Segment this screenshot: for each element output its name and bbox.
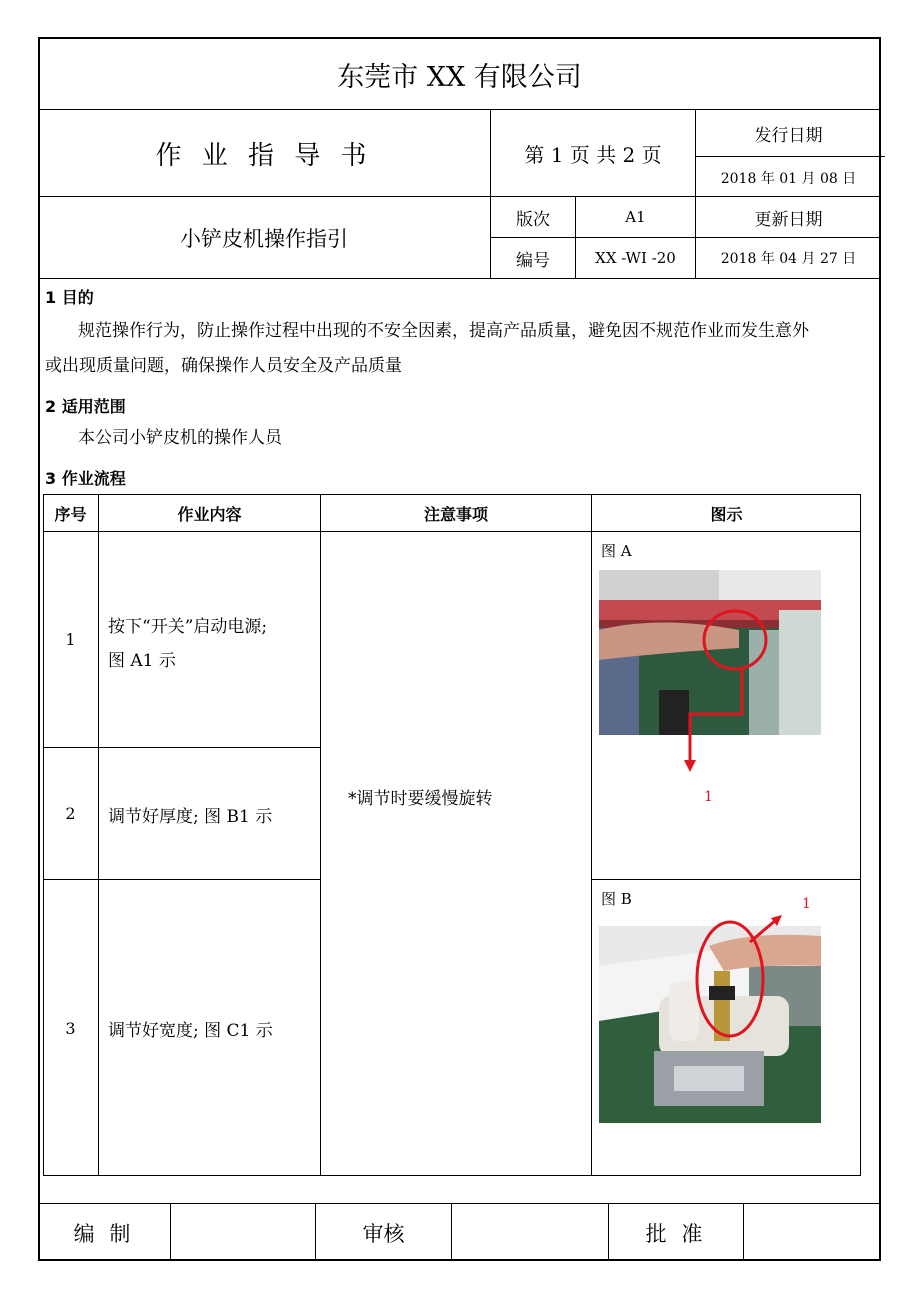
company-name: 东莞市 XX 有限公司 <box>337 61 582 93</box>
operation-note: *调节时要缓慢旋转 <box>348 789 493 809</box>
document-name: 小铲皮机操作指引 <box>180 226 348 251</box>
version-value: A1 <box>625 208 646 226</box>
prepared-by-label: 编 制 <box>73 1221 135 1246</box>
column-header-figure: 图示 <box>710 504 743 524</box>
process-heading: 3 作业流程 <box>45 469 126 488</box>
figure-a-marker: 1 <box>704 789 713 805</box>
row-content <box>108 610 267 678</box>
column-header-no: 序号 <box>54 504 87 524</box>
column-header-notes: 注意事项 <box>423 504 488 524</box>
number-label: 编号 <box>516 250 550 271</box>
divider <box>98 494 99 1176</box>
divider <box>43 531 861 532</box>
figure-a-annotation <box>590 560 830 780</box>
issue-date: 2018 年 01 月 08 日 <box>720 171 857 187</box>
update-date-label: 更新日期 <box>754 209 823 230</box>
update-date: 2018 年 04 月 27 日 <box>720 251 857 267</box>
page-info: 第 1 页 共 2 页 <box>524 142 662 167</box>
purpose-text-line2: 或出现质量问题，确保操作人员安全及产品质量 <box>45 356 402 376</box>
purpose-text-line1: 规范操作行为，防止操作过程中出现的不安全因素，提高产品质量，避免因不规范作业而发生意外 <box>78 321 809 341</box>
figure-b-marker: 1 <box>802 896 811 912</box>
reviewed-by-signature-field <box>452 1204 608 1261</box>
approved-by-signature-field <box>744 1204 881 1261</box>
row-content-line: 调节好厚度; 图 B1 示 <box>108 807 273 827</box>
row-number: 2 <box>65 804 76 823</box>
version-label: 版次 <box>516 209 550 230</box>
divider <box>695 156 885 157</box>
divider <box>38 278 881 279</box>
approved-by-label: 批 准 <box>645 1221 707 1246</box>
document-type: 作 业 指 导 书 <box>155 140 373 171</box>
row-content-line: 按下“开关”启动电源; <box>108 617 268 637</box>
reviewed-by-label: 审核 <box>362 1221 405 1246</box>
figure-a-caption: 图 A <box>601 542 632 560</box>
figure-b-caption: 图 B <box>601 890 632 908</box>
scope-heading: 2 适用范围 <box>45 397 126 416</box>
scope-text: 本公司小铲皮机的操作人员 <box>78 428 282 448</box>
divider <box>320 494 321 1176</box>
row-number: 1 <box>65 630 76 649</box>
issue-date-label: 发行日期 <box>754 125 823 146</box>
purpose-heading: 1 目的 <box>45 288 94 307</box>
row-number: 3 <box>65 1018 76 1038</box>
column-header-content: 作业内容 <box>177 504 242 524</box>
row-content-line: 调节好宽度; 图 C1 示 <box>108 1021 273 1041</box>
figure-b-annotation <box>590 880 830 1080</box>
number-value: XX -WI -20 <box>595 249 676 267</box>
prepared-by-signature-field <box>171 1204 315 1261</box>
row-content-line: 图 A1 示 <box>108 651 176 671</box>
